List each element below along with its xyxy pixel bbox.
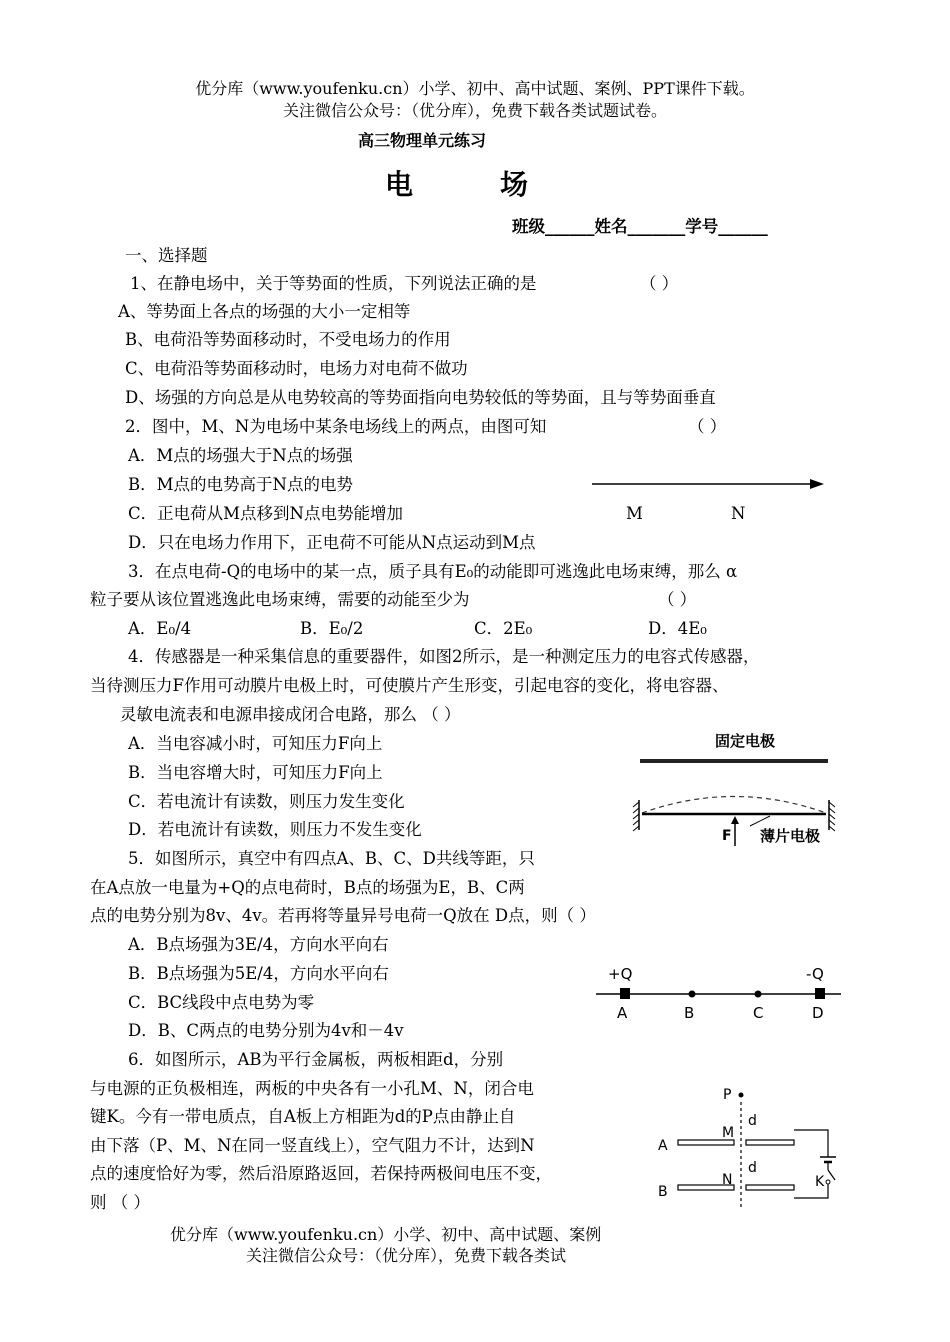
- point-a-charge: [620, 988, 630, 999]
- q4-line-3: 灵敏电流表和电源串接成闭合电路，那么 （ ）: [120, 705, 461, 724]
- q6-fig-label-d-lower: d: [748, 1160, 757, 1176]
- q6-line-2: 与电源的正负极相连，两板的中央各有一小孔M、N，闭合电: [90, 1079, 534, 1098]
- fixed-electrode-plate: [640, 759, 828, 763]
- q6-fig-label-k: K: [815, 1174, 825, 1190]
- q3-option-d: D．4E₀: [648, 619, 707, 638]
- q4-option-d: D．若电流计有读数，则压力不发生变化: [128, 820, 422, 839]
- q2-answer-paren: （ ）: [688, 417, 727, 436]
- q2-option-a: A．M点的场强大于N点的场强: [128, 446, 353, 465]
- q5-option-a: A．B点场强为3E/4，方向水平向右: [128, 935, 389, 954]
- q2-field-line-figure: [590, 474, 830, 494]
- film-leader-line: [750, 816, 770, 826]
- q2-option-c: C．正电荷从M点移到N点电势能增加: [128, 504, 403, 523]
- q5-charges-figure: [596, 984, 846, 1004]
- q6-fig-label-a: A: [658, 1138, 668, 1154]
- q4-option-c: C．若电流计有读数，则压力发生变化: [128, 792, 405, 811]
- q5-line-3: 点的电势分别为8v、4v。若再将等量异号电荷一Q放在 D点，则（ ）: [90, 906, 596, 925]
- q2-fig-label-m: M: [626, 504, 643, 523]
- point-p-dot: [739, 1093, 744, 1098]
- q1-answer-paren: （ ）: [640, 274, 679, 293]
- footer-line-1: 优分库（www.youfenku.cn）小学、初中、高中试题、案例: [170, 1225, 602, 1244]
- q5-fig-plus-q: +Q: [608, 965, 633, 983]
- q3-option-a: A．E₀/4: [128, 619, 192, 638]
- q5-option-c: C．BC线段中点电势为零: [128, 993, 315, 1012]
- q6-line-4: 由下落（P、M、N在同一竖直线上），空气阻力不计，达到N: [90, 1136, 535, 1155]
- q4-fig-fixed-electrode-label: 固定电极: [715, 732, 776, 750]
- point-d-charge: [815, 988, 825, 999]
- q5-option-b: B．B点场强为5E/4，方向水平向右: [128, 964, 389, 983]
- title-char-2: 场: [500, 168, 529, 201]
- q1-option-b: B、电荷沿等势面移动时，不受电场力的作用: [125, 330, 451, 349]
- q5-fig-label-c: C: [753, 1004, 764, 1022]
- q6-line-5: 点的速度恰好为零，然后沿原路返回，若保持两极间电压不变，: [90, 1164, 552, 1183]
- q3-option-c: C．2E₀: [474, 619, 533, 638]
- q4-option-b: B．当电容增大时，可知压力F向上: [128, 763, 383, 782]
- point-c-dot: [755, 991, 762, 998]
- q6-fig-label-b: B: [658, 1184, 668, 1200]
- q6-fig-label-d-upper: d: [748, 1113, 757, 1129]
- q2-fig-label-n: N: [731, 504, 746, 523]
- student-info: 班级______姓名_______学号______: [512, 217, 768, 236]
- header-line-1: 优分库（www.youfenku.cn）小学、初中、高中试题、案例、PPT课件下载。: [195, 79, 755, 98]
- q3-line-1: 3．在点电荷-Q的电场中的某一点，质子具有E₀的动能即可逃逸此电场束缚，那么 α: [128, 562, 738, 581]
- deformed-film-dashed: [642, 797, 826, 814]
- q2-option-b: B．M点的电势高于N点的电势: [128, 475, 353, 494]
- q6-fig-label-p: P: [723, 1087, 732, 1103]
- q4-fig-force-label: F: [722, 828, 732, 844]
- q5-option-d: D．B、C两点的电势分别为4v和－4v: [128, 1021, 404, 1040]
- q1-option-a: A、等势面上各点的场强的大小一定相等: [118, 302, 411, 321]
- q4-option-a: A．当电容减小时，可知压力F向上: [128, 734, 383, 753]
- left-wall-hatch: [633, 802, 639, 831]
- point-b-dot: [689, 991, 696, 998]
- title-char-1: 电: [385, 168, 414, 201]
- right-wall-hatch: [829, 802, 835, 831]
- header-line-2: 关注微信公众号：（优分库），免费下载各类试题试卷。: [282, 101, 667, 120]
- q3-line-2: 粒子要从该位置逃逸此电场束缚，需要的动能至少为: [90, 590, 470, 609]
- q1-option-d: D、场强的方向总是从电势较高的等势面指向电势较低的等势面，且与等势面垂直: [125, 388, 716, 407]
- q4-line-2: 当待测压力F作用可动膜片电极上时，可使膜片产生形变，引起电容的变化，将电容器、: [90, 676, 729, 695]
- section-heading: 一、选择题: [125, 246, 208, 265]
- q6-line-6: 则 （ ）: [90, 1193, 150, 1212]
- q2-option-d: D．只在电场力作用下，正电荷不可能从N点运动到M点: [128, 533, 536, 552]
- q5-fig-label-d: D: [812, 1004, 824, 1022]
- force-arrow-head-icon: [731, 816, 739, 824]
- q4-fig-film-electrode-label: 薄片电极: [760, 827, 821, 845]
- q6-fig-label-n: N: [722, 1172, 733, 1188]
- q5-fig-label-a: A: [617, 1004, 628, 1022]
- arrow-head-icon: [810, 479, 824, 489]
- q6-fig-label-m: M: [722, 1125, 735, 1141]
- q2-stem: 2．图中，M、N为电场中某条电场线上的两点，由图可知: [125, 417, 547, 436]
- switch-k-contact: [826, 1180, 830, 1184]
- q6-line-3: 键K。今有一带电质点，自A板上方相距为d的P点由静止自: [90, 1107, 516, 1126]
- q5-fig-label-b: B: [684, 1004, 695, 1022]
- q1-option-c: C、电荷沿等势面移动时，电场力对电荷不做功: [125, 359, 468, 378]
- wire-to-a: [794, 1130, 828, 1157]
- q4-line-1: 4．传感器是一种采集信息的重要器件，如图2所示，是一种测定压力的电容式传感器，: [128, 647, 760, 666]
- q3-answer-paren: （ ）: [658, 590, 697, 609]
- subtitle: 高三物理单元练习: [358, 131, 487, 150]
- q6-line-1: 6．如图所示，AB为平行金属板，两板相距d，分别: [128, 1050, 504, 1069]
- plate-a-right: [746, 1140, 794, 1145]
- switch-k-lever: [828, 1170, 835, 1180]
- plate-b-right: [746, 1185, 794, 1190]
- q5-line-1: 5．如图所示，真空中有四点A、B、C、D共线等距，只: [128, 849, 535, 868]
- q1-stem: 1、在静电场中，关于等势面的性质，下列说法正确的是: [130, 274, 537, 293]
- q5-line-2: 在A点放一电量为+Q的点电荷时，B点的场强为E，B、C两: [90, 878, 525, 897]
- footer-line-2: 关注微信公众号：（优分库），免费下载各类试: [246, 1246, 567, 1265]
- q5-fig-minus-q: -Q: [806, 965, 824, 983]
- q3-option-b: B．E₀/2: [300, 619, 364, 638]
